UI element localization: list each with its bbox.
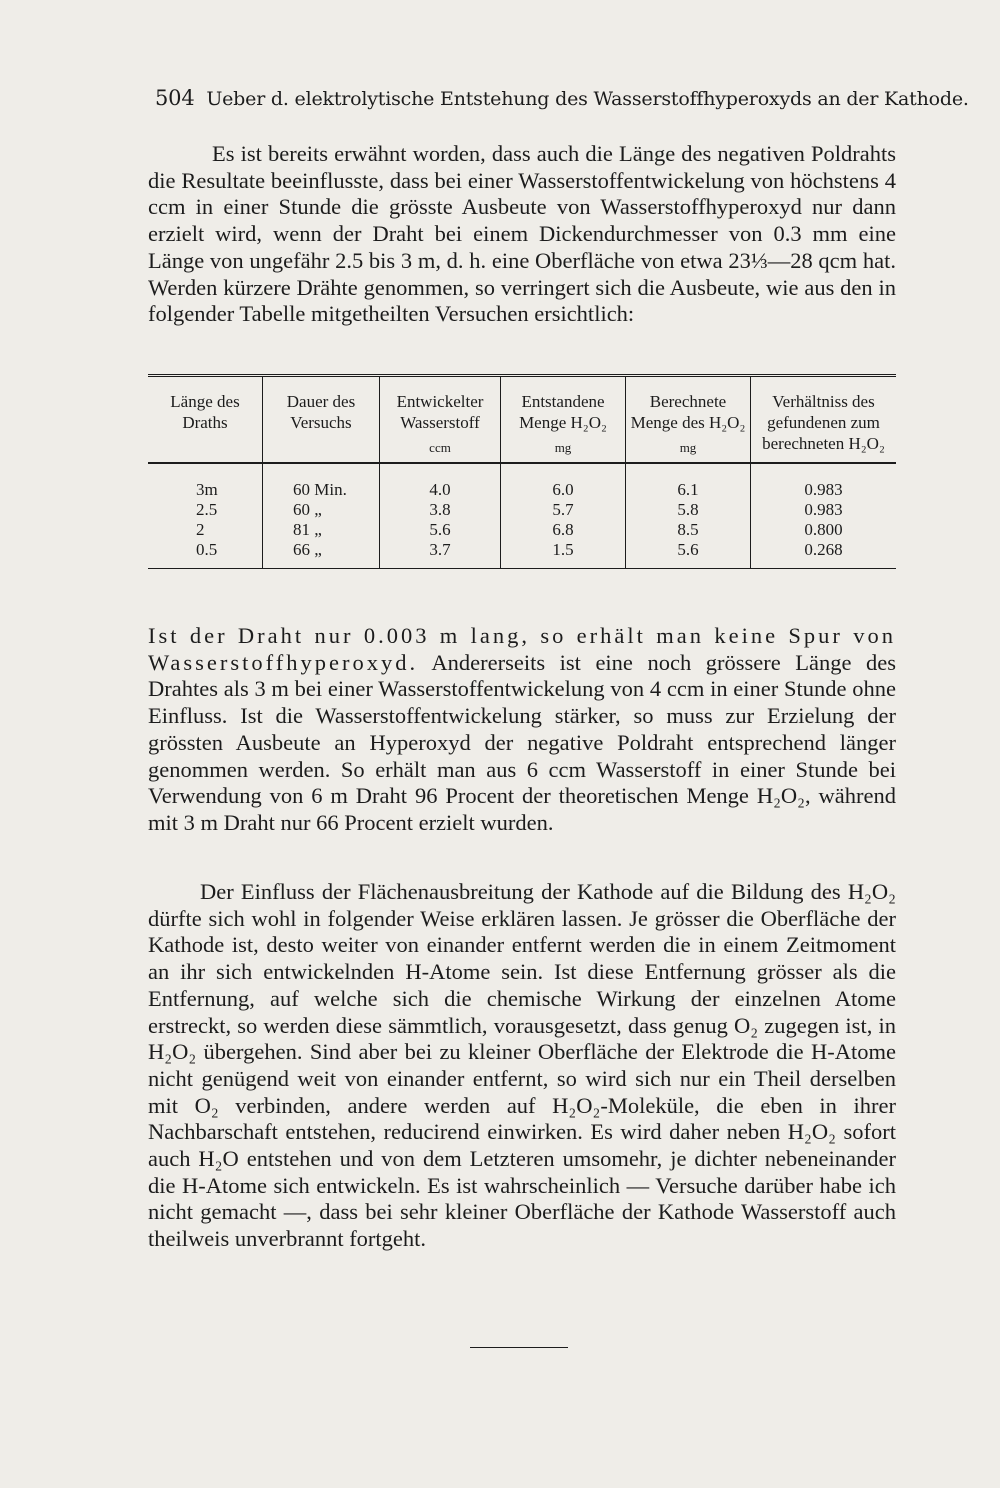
results-table-container bbox=[148, 374, 896, 569]
cell-length: 3m bbox=[148, 463, 263, 500]
cell-duration: 81 „ bbox=[263, 520, 380, 540]
table-header-row bbox=[148, 376, 896, 464]
cell-calculated: 8.5 bbox=[626, 520, 751, 540]
page-number: 504 bbox=[155, 86, 195, 110]
cell-found: 6.8 bbox=[501, 520, 626, 540]
results-table bbox=[148, 374, 896, 569]
cell-length: 2 bbox=[148, 520, 263, 540]
col-header-length: Länge des Draths bbox=[148, 376, 263, 464]
col-header-hydrogen: Entwickelter Wasserstoff ccm bbox=[380, 376, 501, 464]
cell-hydrogen: 3.7 bbox=[380, 540, 501, 569]
unit-mg-found: mg bbox=[554, 440, 572, 455]
cell-ratio: 0.983 bbox=[804, 480, 843, 499]
running-title: Ueber d. elektrolytische Entstehung des Wasserstoffhyperoxyds an der Kathode. bbox=[206, 88, 969, 110]
paragraph-2 bbox=[148, 623, 896, 837]
table-row bbox=[148, 520, 896, 540]
col-header-found-amount: Entstandene Menge H₂O₂ mg bbox=[501, 376, 626, 464]
cell-duration: 66 „ bbox=[263, 540, 380, 569]
end-rule bbox=[470, 1347, 568, 1348]
cell-calculated: 6.1 bbox=[626, 463, 751, 500]
paragraph-1: Es ist bereits erwähnt worden, dass auch die Länge des negativen Poldrahts die Resultate beeinflusste, dass bei einer Wasserstoffentwickelung von höchstens 4 ccm in einer Stunde die grösste Ausbeute von Wasserstoffhyperoxyd nur dann erzielt wird, wenn der Draht bei einem Dickendurchmesser von 0.3 mm eine Länge von ungefähr 2.5 bis 3 m, d. h. eine Oberfläche von etwa 23⅓—28 qcm hat. Werden kürzere Drähte genommen, so verringert sich die Ausbeute, wie aus den in folgender Tabelle mitgetheilten Versuchen ersichtlich: bbox=[148, 141, 896, 327]
cell-duration: 60 „ bbox=[263, 500, 380, 520]
table-row bbox=[148, 463, 896, 500]
cell-length: 0.5 bbox=[148, 540, 263, 569]
cell-found: 5.7 bbox=[501, 500, 626, 520]
paragraph-2-rest: Andererseits ist eine noch grössere Länge des Drahtes als 3 m bei einer Wasserstoffentwickelung von 4 ccm in einer Stunde ohne Einfluss. Ist die Wasserstoffentwickelung stärker, so muss zur Erzielung der grössten Ausbeute an Hyperoxyd der negative Poldraht entsprechend länger genommen werden. So erhält man aus 6 ccm Wasserstoff in einer Stunde bei Verwendung von 6 m Draht 96 Procent der theoretischen Menge H₂O₂, während mit 3 m Draht nur 66 Procent erzielt wurden. bbox=[148, 649, 896, 835]
cell-hydrogen: 3.8 bbox=[380, 500, 501, 520]
cell-ratio: 0.268 bbox=[804, 540, 843, 559]
cell-calculated: 5.6 bbox=[626, 540, 751, 569]
running-header bbox=[155, 86, 969, 110]
cell-found: 1.5 bbox=[501, 540, 626, 569]
cell-ratio: 0.800 bbox=[804, 520, 843, 539]
cell-calculated: 5.8 bbox=[626, 500, 751, 520]
cell-found: 6.0 bbox=[501, 463, 626, 500]
paragraph-3: Der Einfluss der Flächenausbreitung der Kathode auf die Bildung des H₂O₂ dürfte sich wohl in folgender Weise erklären lassen. Je grösser die Oberfläche der Kathode ist, desto weiter von einander entfernt werden die in einem Zeitmoment an ihr sich entwickelnden H-Atome sein. Ist diese Entfernung grösser als die Entfernung, auf welche sich die chemische Wirkung der einzelnen Atome erstreckt, so werden diese sämmtlich, vorausgesetzt, dass genug O₂ zugegen ist, in H₂O₂ übergehen. Sind aber bei zu kleiner Oberfläche der Elektrode die H-Atome nicht genügend weit von einander entfernt, so wird sich nur ein Theil derselben mit O₂ verbinden, andere werden auf H₂O₂-Moleküle, die eben in ihrer Nachbarschaft entstehen, reducirend einwirken. Es wird daher neben H₂O₂ sofort auch H₂O entstehen und von dem Letzteren umsomehr, je dichter nebeneinander die H-Atome sich entwickeln. Es ist wahrscheinlich — Versuche darüber habe ich nicht gemacht —, dass bei sehr kleiner Oberfläche der Kathode Wasserstoff auch theilweis unverbrannt fortgeht. bbox=[148, 879, 896, 1252]
cell-ratio: 0.983 bbox=[804, 500, 843, 519]
spaced-lead-sentence: Ist der Draht nur 0.003 m lang, so erhält man keine Spur von Wasserstoffhyperoxyd. bbox=[148, 623, 896, 675]
cell-hydrogen: 5.6 bbox=[380, 520, 501, 540]
cell-duration: 60 Min. bbox=[263, 463, 380, 500]
unit-mg-calculated: mg bbox=[679, 440, 697, 455]
table-row bbox=[148, 540, 896, 569]
col-header-ratio: Verhältniss des gefundenen zum berechneten H₂O₂ bbox=[751, 376, 897, 464]
col-header-duration: Dauer des Versuchs bbox=[263, 376, 380, 464]
cell-hydrogen: 4.0 bbox=[380, 463, 501, 500]
unit-ccm: ccm bbox=[429, 440, 451, 455]
table-row bbox=[148, 500, 896, 520]
col-header-calculated-amount: Berechnete Menge des H₂O₂ mg bbox=[626, 376, 751, 464]
cell-length: 2.5 bbox=[148, 500, 263, 520]
